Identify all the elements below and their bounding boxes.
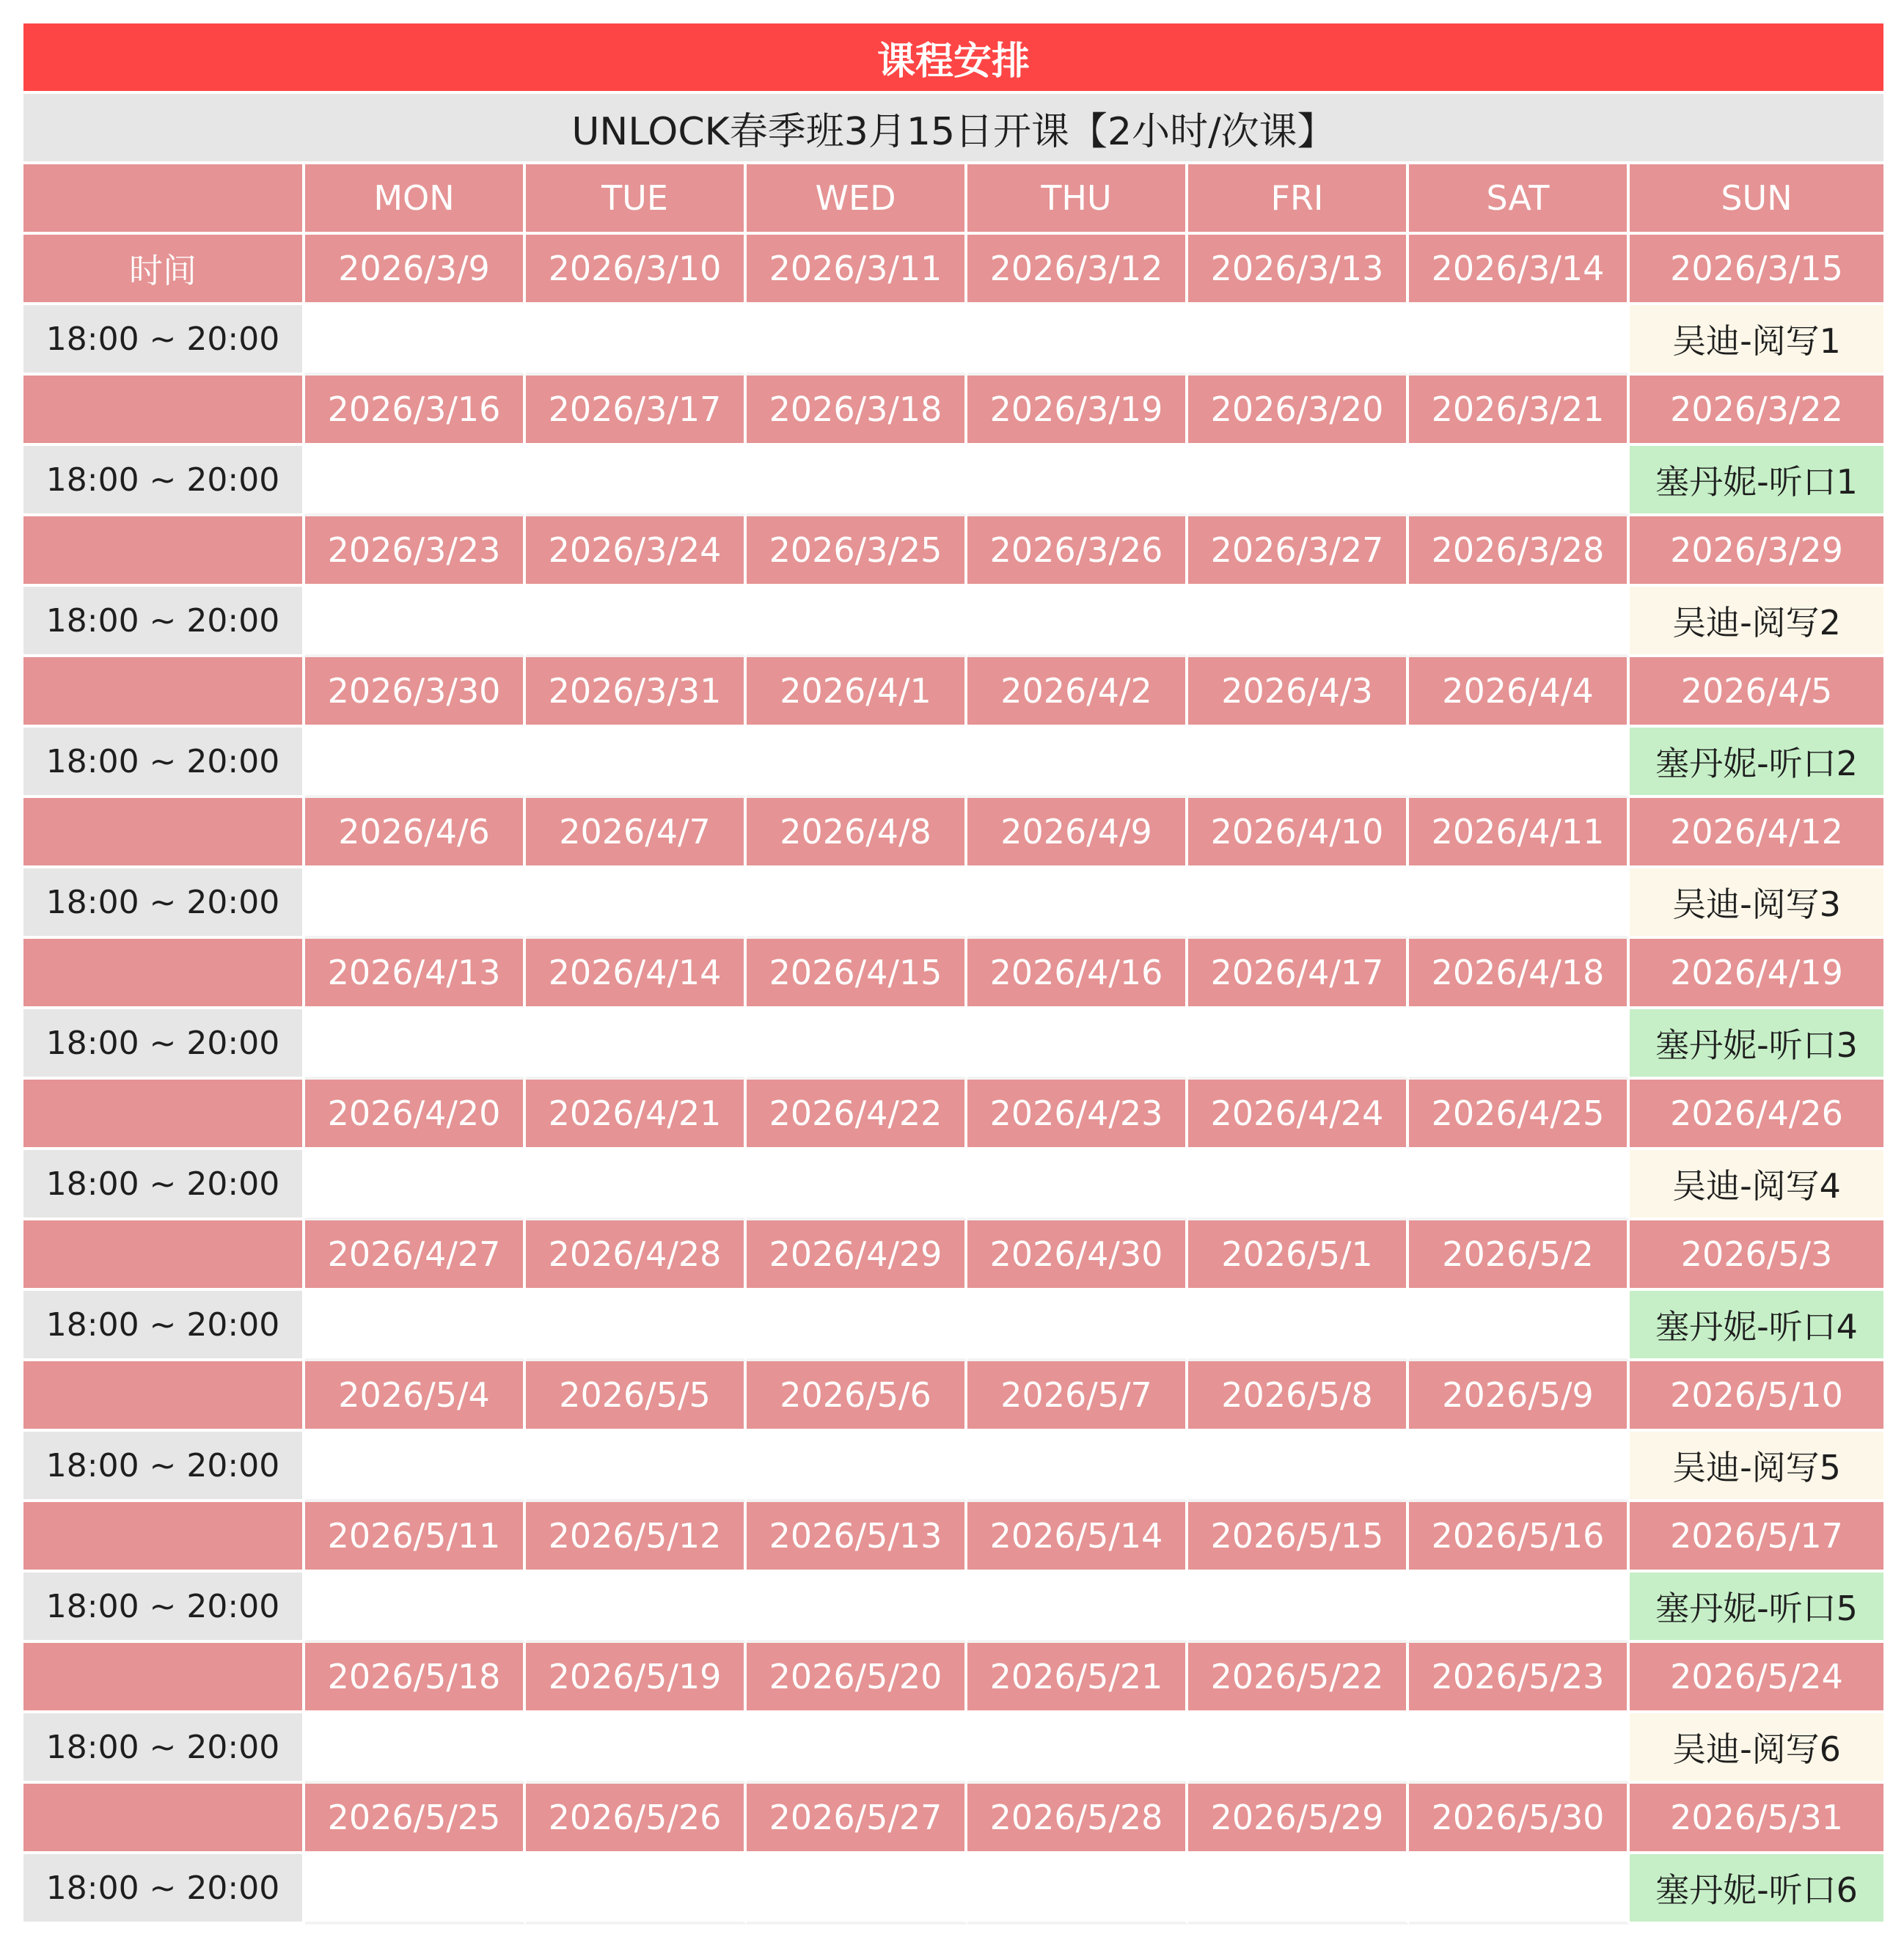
empty-slot-wed — [747, 1009, 967, 1080]
empty-slot-tue — [526, 1291, 747, 1361]
empty-slot-wed — [747, 1854, 967, 1925]
empty-slot-fri — [1188, 1432, 1409, 1502]
date-cell-mon: 2026/5/18 — [305, 1643, 526, 1713]
empty-slot-mon — [305, 1713, 526, 1784]
empty-slot-mon — [305, 1572, 526, 1643]
time-row — [23, 728, 1883, 798]
empty-slot-sat — [1409, 868, 1630, 939]
date-cell-sat: 2026/4/18 — [1409, 939, 1630, 1009]
empty-slot-thu — [967, 587, 1188, 657]
date-cell-wed: 2026/4/15 — [747, 939, 967, 1009]
date-cell-sun: 2026/5/31 — [1630, 1784, 1883, 1854]
date-cell-tue: 2026/4/21 — [526, 1080, 747, 1150]
schedule-sheet — [23, 23, 1883, 1925]
date-cell-wed: 2026/3/25 — [747, 516, 967, 587]
date-cell-fri: 2026/5/22 — [1188, 1643, 1409, 1713]
empty-slot-fri — [1188, 728, 1409, 798]
date-cell-fri: 2026/3/20 — [1188, 376, 1409, 446]
date-cell-tue: 2026/5/19 — [526, 1643, 747, 1713]
time-row — [23, 1854, 1883, 1925]
time-row — [23, 1291, 1883, 1361]
date-row-label-cell — [23, 516, 305, 587]
date-cell-sun: 2026/5/3 — [1630, 1220, 1883, 1291]
time-slot-cell: 18:00 ~ 20:00 — [23, 1291, 305, 1361]
empty-slot-sat — [1409, 1854, 1630, 1925]
empty-slot-sat — [1409, 1572, 1630, 1643]
time-slot-cell: 18:00 ~ 20:00 — [23, 1432, 305, 1502]
date-cell-sat: 2026/4/11 — [1409, 798, 1630, 868]
time-slot-cell: 18:00 ~ 20:00 — [23, 1009, 305, 1080]
date-cell-wed: 2026/5/27 — [747, 1784, 967, 1854]
course-cell-sun: 塞丹妮-听口6 — [1630, 1854, 1883, 1925]
course-cell-sun: 塞丹妮-听口4 — [1630, 1291, 1883, 1361]
date-row-label-cell — [23, 376, 305, 446]
empty-slot-fri — [1188, 446, 1409, 516]
date-cell-tue: 2026/5/26 — [526, 1784, 747, 1854]
date-cell-fri: 2026/3/27 — [1188, 516, 1409, 587]
empty-slot-thu — [967, 1291, 1188, 1361]
empty-slot-mon — [305, 728, 526, 798]
date-cell-wed: 2026/4/8 — [747, 798, 967, 868]
empty-slot-mon — [305, 868, 526, 939]
course-cell-sun: 吴迪-阅写3 — [1630, 868, 1883, 939]
empty-slot-thu — [967, 305, 1188, 376]
empty-slot-tue — [526, 1432, 747, 1502]
time-slot-cell: 18:00 ~ 20:00 — [23, 1854, 305, 1925]
date-cell-sat: 2026/5/30 — [1409, 1784, 1630, 1854]
time-slot-cell: 18:00 ~ 20:00 — [23, 446, 305, 516]
empty-slot-sat — [1409, 446, 1630, 516]
course-cell-sun: 吴迪-阅写2 — [1630, 587, 1883, 657]
date-cell-sun: 2026/4/12 — [1630, 798, 1883, 868]
course-cell-sun: 塞丹妮-听口3 — [1630, 1009, 1883, 1080]
time-row — [23, 1009, 1883, 1080]
date-cell-wed: 2026/3/18 — [747, 376, 967, 446]
date-cell-fri: 2026/5/29 — [1188, 1784, 1409, 1854]
empty-slot-tue — [526, 1009, 747, 1080]
date-row — [23, 516, 1883, 587]
empty-slot-fri — [1188, 1291, 1409, 1361]
course-cell-sun: 吴迪-阅写1 — [1630, 305, 1883, 376]
time-row — [23, 587, 1883, 657]
time-slot-cell: 18:00 ~ 20:00 — [23, 1150, 305, 1220]
empty-slot-fri — [1188, 587, 1409, 657]
empty-slot-mon — [305, 1854, 526, 1925]
date-cell-thu: 2026/3/26 — [967, 516, 1188, 587]
date-cell-wed: 2026/4/22 — [747, 1080, 967, 1150]
date-cell-mon: 2026/5/11 — [305, 1502, 526, 1572]
empty-slot-sat — [1409, 305, 1630, 376]
empty-slot-tue — [526, 728, 747, 798]
day-header-sun: SUN — [1630, 164, 1883, 235]
date-cell-sat: 2026/3/21 — [1409, 376, 1630, 446]
date-cell-mon: 2026/4/6 — [305, 798, 526, 868]
date-cell-sun: 2026/5/10 — [1630, 1361, 1883, 1432]
empty-slot-sat — [1409, 1150, 1630, 1220]
date-cell-sat: 2026/5/23 — [1409, 1643, 1630, 1713]
date-cell-sun: 2026/4/19 — [1630, 939, 1883, 1009]
day-header-thu: THU — [967, 164, 1188, 235]
course-cell-sun: 塞丹妮-听口5 — [1630, 1572, 1883, 1643]
empty-slot-fri — [1188, 1713, 1409, 1784]
class-subtitle: UNLOCK春季班3月15日开课【2小时/次课】 — [23, 94, 1883, 164]
date-cell-tue: 2026/4/14 — [526, 939, 747, 1009]
date-cell-mon: 2026/3/16 — [305, 376, 526, 446]
empty-slot-wed — [747, 1150, 967, 1220]
empty-slot-mon — [305, 1150, 526, 1220]
empty-slot-sat — [1409, 1291, 1630, 1361]
date-cell-wed: 2026/5/13 — [747, 1502, 967, 1572]
empty-slot-mon — [305, 1291, 526, 1361]
empty-slot-tue — [526, 1854, 747, 1925]
date-cell-fri: 2026/5/8 — [1188, 1361, 1409, 1432]
empty-slot-sat — [1409, 1432, 1630, 1502]
date-cell-thu: 2026/3/12 — [967, 235, 1188, 305]
time-row — [23, 1150, 1883, 1220]
empty-slot-thu — [967, 1572, 1188, 1643]
date-row — [23, 798, 1883, 868]
date-cell-tue: 2026/4/7 — [526, 798, 747, 868]
empty-slot-mon — [305, 1432, 526, 1502]
empty-slot-tue — [526, 305, 747, 376]
empty-slot-mon — [305, 305, 526, 376]
date-row — [23, 1784, 1883, 1854]
course-cell-sun: 吴迪-阅写5 — [1630, 1432, 1883, 1502]
date-row-label-cell — [23, 1502, 305, 1572]
date-cell-thu: 2026/4/9 — [967, 798, 1188, 868]
date-cell-sat: 2026/5/2 — [1409, 1220, 1630, 1291]
empty-slot-wed — [747, 305, 967, 376]
date-cell-thu: 2026/4/23 — [967, 1080, 1188, 1150]
date-cell-sat: 2026/4/4 — [1409, 657, 1630, 728]
date-cell-tue: 2026/5/12 — [526, 1502, 747, 1572]
empty-slot-fri — [1188, 305, 1409, 376]
date-cell-thu: 2026/4/2 — [967, 657, 1188, 728]
date-row-label-cell — [23, 1080, 305, 1150]
date-row — [23, 1502, 1883, 1572]
empty-slot-fri — [1188, 1009, 1409, 1080]
time-column-header: 时间 — [23, 235, 305, 305]
empty-slot-mon — [305, 1009, 526, 1080]
time-row — [23, 305, 1883, 376]
date-cell-thu: 2026/5/28 — [967, 1784, 1188, 1854]
date-cell-mon: 2026/4/20 — [305, 1080, 526, 1150]
date-cell-fri: 2026/3/13 — [1188, 235, 1409, 305]
date-cell-tue: 2026/5/5 — [526, 1361, 747, 1432]
date-cell-sun: 2026/4/26 — [1630, 1080, 1883, 1150]
course-cell-sun: 塞丹妮-听口2 — [1630, 728, 1883, 798]
empty-slot-sat — [1409, 1713, 1630, 1784]
time-row — [23, 868, 1883, 939]
empty-slot-wed — [747, 446, 967, 516]
date-row — [23, 1220, 1883, 1291]
page-title: 课程安排 — [23, 23, 1883, 94]
empty-slot-thu — [967, 1432, 1188, 1502]
empty-slot-tue — [526, 1572, 747, 1643]
date-cell-mon: 2026/5/4 — [305, 1361, 526, 1432]
date-cell-sun: 2026/4/5 — [1630, 657, 1883, 728]
empty-slot-wed — [747, 868, 967, 939]
empty-slot-thu — [967, 868, 1188, 939]
time-row — [23, 1572, 1883, 1643]
day-header-tue: TUE — [526, 164, 747, 235]
date-cell-sat: 2026/3/28 — [1409, 516, 1630, 587]
date-cell-wed: 2026/4/29 — [747, 1220, 967, 1291]
empty-slot-thu — [967, 728, 1188, 798]
empty-slot-wed — [747, 1432, 967, 1502]
date-cell-thu: 2026/5/7 — [967, 1361, 1188, 1432]
date-cell-fri: 2026/4/17 — [1188, 939, 1409, 1009]
date-cell-sat: 2026/5/16 — [1409, 1502, 1630, 1572]
date-row — [23, 1080, 1883, 1150]
empty-slot-sat — [1409, 1009, 1630, 1080]
date-cell-fri: 2026/5/15 — [1188, 1502, 1409, 1572]
date-row — [23, 1361, 1883, 1432]
date-cell-mon: 2026/5/25 — [305, 1784, 526, 1854]
date-cell-sat: 2026/3/14 — [1409, 235, 1630, 305]
time-slot-cell: 18:00 ~ 20:00 — [23, 868, 305, 939]
date-cell-thu: 2026/5/21 — [967, 1643, 1188, 1713]
day-header-mon: MON — [305, 164, 526, 235]
date-row-label-cell — [23, 1220, 305, 1291]
empty-slot-wed — [747, 1713, 967, 1784]
date-row — [23, 376, 1883, 446]
date-cell-tue: 2026/3/31 — [526, 657, 747, 728]
date-cell-tue: 2026/4/28 — [526, 1220, 747, 1291]
date-cell-thu: 2026/4/30 — [967, 1220, 1188, 1291]
empty-slot-tue — [526, 1713, 747, 1784]
date-cell-tue: 2026/3/17 — [526, 376, 747, 446]
date-cell-wed: 2026/3/11 — [747, 235, 967, 305]
date-cell-fri: 2026/4/10 — [1188, 798, 1409, 868]
empty-slot-thu — [967, 1854, 1188, 1925]
date-row — [23, 235, 1883, 305]
date-cell-sun: 2026/3/29 — [1630, 516, 1883, 587]
empty-slot-tue — [526, 446, 747, 516]
date-cell-fri: 2026/5/1 — [1188, 1220, 1409, 1291]
time-row — [23, 1713, 1883, 1784]
date-row-label-cell — [23, 1784, 305, 1854]
empty-slot-tue — [526, 587, 747, 657]
date-row-label-cell — [23, 1361, 305, 1432]
empty-slot-thu — [967, 1009, 1188, 1080]
date-cell-thu: 2026/5/14 — [967, 1502, 1188, 1572]
date-cell-sun: 2026/3/15 — [1630, 235, 1883, 305]
date-cell-sun: 2026/5/24 — [1630, 1643, 1883, 1713]
time-row — [23, 446, 1883, 516]
course-cell-sun: 吴迪-阅写4 — [1630, 1150, 1883, 1220]
date-cell-tue: 2026/3/24 — [526, 516, 747, 587]
date-cell-tue: 2026/3/10 — [526, 235, 747, 305]
weekday-header-row — [23, 164, 1883, 235]
date-cell-wed: 2026/5/6 — [747, 1361, 967, 1432]
empty-slot-fri — [1188, 868, 1409, 939]
date-cell-fri: 2026/4/24 — [1188, 1080, 1409, 1150]
empty-slot-mon — [305, 446, 526, 516]
empty-slot-wed — [747, 1291, 967, 1361]
date-cell-sun: 2026/3/22 — [1630, 376, 1883, 446]
time-slot-cell: 18:00 ~ 20:00 — [23, 1713, 305, 1784]
empty-slot-thu — [967, 1713, 1188, 1784]
time-slot-cell: 18:00 ~ 20:00 — [23, 305, 305, 376]
date-cell-mon: 2026/4/13 — [305, 939, 526, 1009]
empty-slot-thu — [967, 446, 1188, 516]
date-cell-sat: 2026/4/25 — [1409, 1080, 1630, 1150]
date-row — [23, 1643, 1883, 1713]
empty-slot-sat — [1409, 728, 1630, 798]
empty-slot-wed — [747, 1572, 967, 1643]
course-cell-sun: 塞丹妮-听口1 — [1630, 446, 1883, 516]
time-row — [23, 1432, 1883, 1502]
time-slot-cell: 18:00 ~ 20:00 — [23, 728, 305, 798]
day-header-sat: SAT — [1409, 164, 1630, 235]
date-cell-sat: 2026/5/9 — [1409, 1361, 1630, 1432]
week-rows — [23, 235, 1883, 1925]
day-header-wed: WED — [747, 164, 967, 235]
empty-slot-wed — [747, 728, 967, 798]
time-slot-cell: 18:00 ~ 20:00 — [23, 587, 305, 657]
empty-slot-fri — [1188, 1854, 1409, 1925]
date-cell-thu: 2026/3/19 — [967, 376, 1188, 446]
date-cell-mon: 2026/3/9 — [305, 235, 526, 305]
course-cell-sun: 吴迪-阅写6 — [1630, 1713, 1883, 1784]
date-cell-thu: 2026/4/16 — [967, 939, 1188, 1009]
date-row-label-cell — [23, 939, 305, 1009]
time-slot-cell: 18:00 ~ 20:00 — [23, 1572, 305, 1643]
date-cell-wed: 2026/5/20 — [747, 1643, 967, 1713]
day-header-fri: FRI — [1188, 164, 1409, 235]
date-row-label-cell — [23, 657, 305, 728]
date-cell-wed: 2026/4/1 — [747, 657, 967, 728]
empty-slot-wed — [747, 587, 967, 657]
date-cell-mon: 2026/3/23 — [305, 516, 526, 587]
date-cell-sun: 2026/5/17 — [1630, 1502, 1883, 1572]
corner-cell — [23, 164, 305, 235]
empty-slot-tue — [526, 1150, 747, 1220]
date-row-label-cell — [23, 1643, 305, 1713]
empty-slot-sat — [1409, 587, 1630, 657]
date-cell-mon: 2026/3/30 — [305, 657, 526, 728]
empty-slot-thu — [967, 1150, 1188, 1220]
empty-slot-mon — [305, 587, 526, 657]
date-cell-mon: 2026/4/27 — [305, 1220, 526, 1291]
date-row — [23, 939, 1883, 1009]
empty-slot-fri — [1188, 1572, 1409, 1643]
empty-slot-fri — [1188, 1150, 1409, 1220]
empty-slot-tue — [526, 868, 747, 939]
date-row — [23, 657, 1883, 728]
date-row-label-cell — [23, 798, 305, 868]
date-cell-fri: 2026/4/3 — [1188, 657, 1409, 728]
